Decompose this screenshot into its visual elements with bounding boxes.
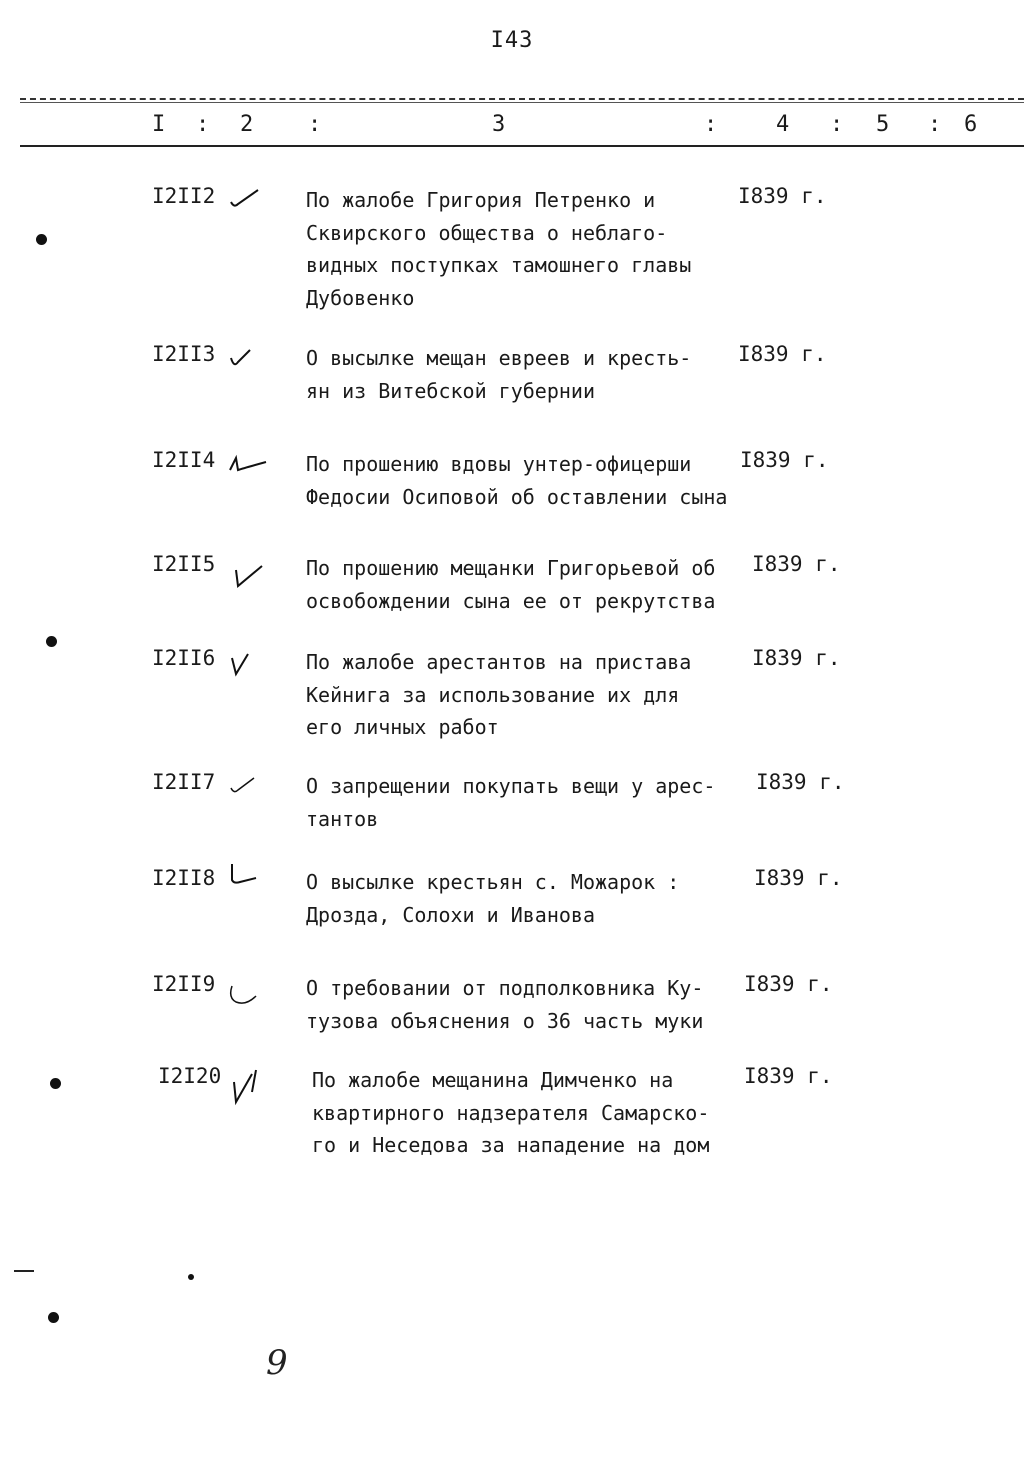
col-header-5: 5 — [876, 112, 890, 137]
col-separator: : — [928, 112, 942, 137]
entry-number: I2II8 — [152, 866, 216, 890]
check-mark-icon — [228, 772, 268, 802]
check-mark-icon — [228, 186, 268, 216]
entry-title-line: О требовании от подполковника Ку- — [306, 976, 704, 1000]
entry-number: I2II9 — [152, 972, 216, 996]
entry-title-line: Кейнига за использование их для — [306, 682, 680, 707]
entry-year: I839 г. — [740, 448, 829, 472]
handwritten-note — [256, 1340, 300, 1388]
entry-title-line: Федосии Осиповой об оставлении сына — [306, 484, 728, 509]
entry-title-line: видных поступках тамошнего главы — [306, 253, 692, 277]
entry-title-line: го и Неседова за нападение на дом — [312, 1133, 710, 1157]
margin-dot — [36, 234, 47, 245]
entry-title — [306, 552, 736, 617]
entry-title — [306, 972, 736, 1037]
header-rule-top — [20, 98, 1024, 100]
entry-title — [306, 646, 736, 744]
entry-title-line: ян из Витебской губернии — [306, 378, 595, 403]
entry-year: I839 г. — [754, 866, 843, 890]
header-rule-top-inner — [20, 102, 1024, 103]
entry-title-line: тузова объяснения о 36 часть муки — [306, 1008, 704, 1033]
col-header-2: 2 — [240, 112, 254, 137]
check-mark-icon — [228, 450, 268, 480]
entry-title-line: По жалобе арестантов на пристава — [306, 650, 692, 674]
entry-title — [306, 770, 736, 835]
col-header-3: 3 — [492, 112, 506, 137]
entry-number: I2II2 — [152, 184, 216, 208]
col-separator: : — [830, 112, 844, 137]
entry-year: I839 г. — [752, 552, 841, 576]
entry-title-line: О запрещении покупать вещи у арес- — [306, 774, 716, 798]
col-header-4: 4 — [776, 112, 790, 137]
entry-title-line: тантов — [306, 806, 379, 831]
entry-title — [306, 184, 736, 314]
entry-year: I839 г. — [738, 184, 827, 208]
entry-year: I839 г. — [744, 1064, 833, 1088]
entry-number: I2I20 — [158, 1064, 222, 1088]
page-number: I43 — [490, 28, 534, 53]
entry-title-line: По жалобе мещанина Димченко на — [312, 1068, 674, 1092]
entry-year: I839 г. — [744, 972, 833, 996]
check-mark-icon — [228, 344, 268, 374]
column-header — [0, 112, 1024, 142]
entry-title-line: По прошению мещанки Григорьевой об — [306, 556, 716, 580]
header-rule-bottom — [20, 145, 1024, 147]
entry-title-line: освобождении сына ее от рекрутства — [306, 588, 716, 613]
entry-title — [306, 448, 736, 513]
entry-number: I2II4 — [152, 448, 216, 472]
entry-number: I2II6 — [152, 646, 216, 670]
entry-title — [306, 866, 736, 931]
entry-title-line: По жалобе Григория Петренко и — [306, 188, 656, 212]
check-mark-icon — [230, 560, 270, 590]
stray-mark — [14, 1270, 34, 1272]
col-separator: : — [196, 112, 210, 137]
check-mark-icon — [228, 648, 268, 678]
margin-dot — [46, 636, 57, 647]
entry-title-line: О высылке мещан евреев и кресть- — [306, 346, 692, 370]
entry-title — [312, 1064, 742, 1162]
entry-title-line: квартирного надзерателя Самарско- — [312, 1100, 710, 1125]
col-separator: : — [704, 112, 718, 137]
margin-dot — [188, 1274, 194, 1280]
col-separator: : — [308, 112, 322, 137]
entry-title-line: Дрозда, Солохи и Иванова — [306, 902, 595, 927]
entry-title-line: Сквирского общества о неблаго- — [306, 220, 668, 245]
entry-number: I2II5 — [152, 552, 216, 576]
entry-title-line: Дубовенко — [306, 285, 415, 310]
check-mark-icon — [230, 1068, 270, 1108]
entry-number: I2II7 — [152, 770, 216, 794]
entry-title — [306, 342, 736, 407]
entry-year: I839 г. — [752, 646, 841, 670]
entry-title-line: его личных работ — [306, 715, 499, 739]
check-mark-icon — [226, 980, 266, 1010]
col-header-1: I — [152, 112, 166, 137]
entry-title-line: По прошению вдовы унтер-офицерши — [306, 452, 692, 476]
entry-number: I2II3 — [152, 342, 216, 366]
handwritten-note-text: 9 — [266, 1343, 288, 1383]
entry-year: I839 г. — [756, 770, 845, 794]
check-mark-icon — [226, 862, 266, 892]
entry-title-line: О высылке крестьян с. Можарок : — [306, 870, 680, 894]
margin-dot — [48, 1312, 59, 1323]
margin-dot — [50, 1078, 61, 1089]
col-header-6: 6 — [964, 112, 978, 137]
entry-year: I839 г. — [738, 342, 827, 366]
